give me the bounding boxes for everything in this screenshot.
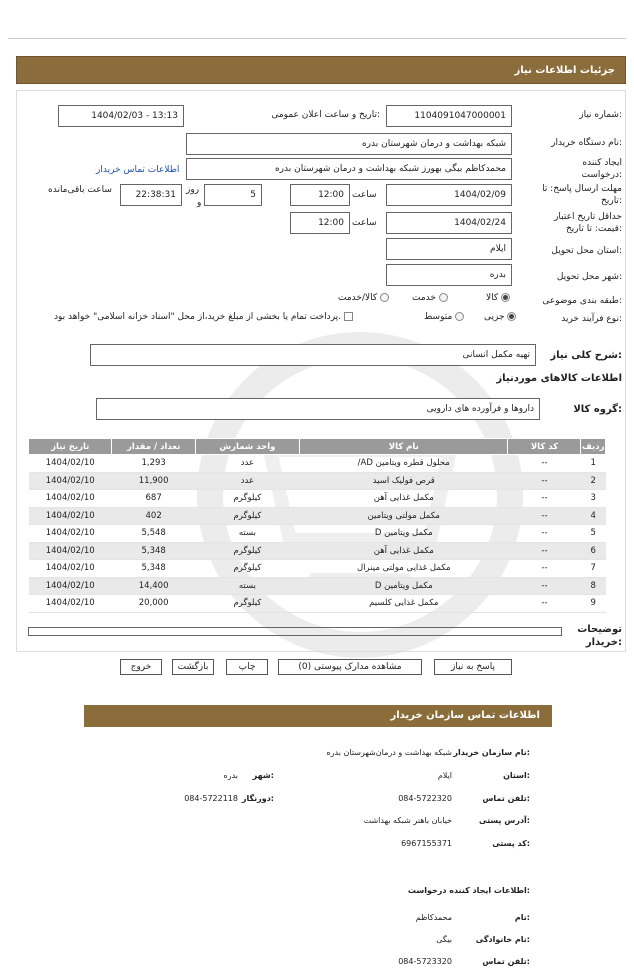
top-divider: [8, 38, 626, 39]
back-button[interactable]: بازگشت: [172, 659, 214, 675]
table-row: [29, 577, 606, 595]
cell-name: مکمل غذایی آهن: [300, 542, 508, 560]
province-label: استان محل تحویل:: [551, 246, 622, 256]
process-minor-label: جزیی: [484, 312, 505, 322]
category-both-option[interactable]: [338, 293, 389, 303]
cell-code: --: [508, 560, 581, 578]
col-qty: تعداد / مقدار: [112, 439, 195, 455]
contact-postal-label: کد پستی:: [492, 839, 530, 848]
cell-name: مکمل غذایی مولتی مینرال: [300, 560, 508, 578]
table-row: [29, 525, 606, 543]
cell-qty: 5,348: [112, 560, 195, 578]
cell-code: --: [508, 525, 581, 543]
contact-city-value: بدره: [223, 771, 238, 780]
deadline-time-label: ساعت: [352, 190, 377, 200]
contact-province-label: استان:: [503, 771, 530, 780]
cell-qty: 687: [112, 490, 195, 508]
validity-time-field: 12:00: [290, 212, 350, 234]
remaining-time-field: 22:38:31: [120, 184, 182, 206]
cell-code: --: [508, 472, 581, 490]
cell-date: 1404/02/10: [29, 490, 112, 508]
cell-row: 8: [581, 577, 606, 595]
category-goods-radio[interactable]: [501, 293, 510, 302]
creator-phone-label: تلفن تماس:: [482, 957, 530, 966]
summary-label: شرح کلی نیاز:: [550, 350, 622, 361]
cell-row: 4: [581, 507, 606, 525]
cell-name: مکمل غذایی آهن: [300, 490, 508, 508]
cell-qty: 5,548: [112, 525, 195, 543]
creator-family-value: بیگی: [436, 935, 452, 944]
table-row: [29, 472, 606, 490]
creator-field: محمدکاظم بیگی بهورز شبکه بهداشت و درمان شهرستان بدره: [186, 158, 512, 180]
cell-row: 5: [581, 525, 606, 543]
need-number-label: شماره نیاز:: [579, 110, 622, 120]
category-both-radio[interactable]: [380, 293, 389, 302]
process-minor-radio[interactable]: [507, 312, 516, 321]
cell-date: 1404/02/10: [29, 560, 112, 578]
items-table: [28, 438, 606, 613]
validity-time-label: ساعت: [352, 218, 377, 228]
contact-fax-value: 084-5722118: [184, 794, 238, 803]
goods-info-title: اطلاعات کالاهای موردنیاز: [496, 373, 622, 384]
cell-name: محلول قطره ویتامین AD/: [300, 455, 508, 473]
col-code: کد کالا: [508, 439, 581, 455]
cell-unit: کیلوگرم: [195, 507, 299, 525]
contact-city-label: شهر:: [252, 771, 274, 780]
attachments-button[interactable]: مشاهده مدارک پیوستی (0): [278, 659, 422, 675]
cell-qty: 11,900: [112, 472, 195, 490]
page-header: جزئیات اطلاعات نیاز: [16, 56, 626, 84]
cell-code: --: [508, 507, 581, 525]
cell-date: 1404/02/10: [29, 577, 112, 595]
contact-header: اطلاعات تماس سازمان خریدار: [84, 705, 552, 727]
validity-label-2: قیمت: تا تاریخ:: [565, 224, 622, 234]
cell-date: 1404/02/10: [29, 507, 112, 525]
deadline-time-field: 12:00: [290, 184, 350, 206]
cell-code: --: [508, 490, 581, 508]
goods-group-label: گروه کالا:: [573, 404, 622, 415]
cell-date: 1404/02/10: [29, 525, 112, 543]
cell-code: --: [508, 577, 581, 595]
category-goods-option[interactable]: [486, 293, 510, 303]
process-label: نوع فرآیند خرید:: [561, 314, 622, 324]
contact-address-label: آدرس پستی:: [479, 816, 530, 825]
cell-row: 1: [581, 455, 606, 473]
col-row: ردیف: [581, 439, 606, 455]
creator-phone-value: 084-5723320: [398, 957, 452, 966]
cell-row: 3: [581, 490, 606, 508]
cell-code: --: [508, 542, 581, 560]
need-number-field: 1104091047000001: [386, 105, 512, 127]
contact-phone-value: 084-5722320: [398, 794, 452, 803]
category-both-label: کالا/خدمت: [338, 293, 378, 303]
table-row: [29, 455, 606, 473]
col-date: تاریخ نیاز: [29, 439, 112, 455]
cell-qty: 1,293: [112, 455, 195, 473]
cell-name: مکمل غذایی کلسیم: [300, 595, 508, 613]
cell-unit: کیلوگرم: [195, 542, 299, 560]
cell-row: 6: [581, 542, 606, 560]
contact-org-label: نام سازمان خریدار:: [453, 748, 530, 757]
cell-row: 2: [581, 472, 606, 490]
table-row: [29, 542, 606, 560]
cell-qty: 14,400: [112, 577, 195, 595]
cell-name: قرص فولیک اسید: [300, 472, 508, 490]
process-medium-option[interactable]: [424, 312, 464, 322]
buyer-notes-field: [28, 627, 562, 636]
category-service-label: خدمت: [412, 293, 436, 303]
cell-unit: عدد: [195, 455, 299, 473]
province-field: ایلام: [386, 238, 512, 260]
cell-unit: کیلوگرم: [195, 560, 299, 578]
table-header-row: [29, 439, 606, 455]
contact-province-value: ایلام: [437, 771, 452, 780]
cell-unit: بسته: [195, 577, 299, 595]
table-row: [29, 490, 606, 508]
cell-unit: کیلوگرم: [195, 595, 299, 613]
cell-code: --: [508, 455, 581, 473]
reply-button[interactable]: پاسخ به نیاز: [434, 659, 512, 675]
cell-qty: 20,000: [112, 595, 195, 613]
creator-name-label: نام:: [514, 913, 530, 922]
cell-date: 1404/02/10: [29, 472, 112, 490]
process-medium-radio[interactable]: [455, 312, 464, 321]
cell-unit: کیلوگرم: [195, 490, 299, 508]
days-label: روز: [186, 185, 200, 195]
table-row: [29, 507, 606, 525]
payment-note-checkbox[interactable]: [344, 312, 353, 321]
cell-unit: عدد: [195, 472, 299, 490]
buyer-org-field: شبکه بهداشت و درمان شهرستان بدره: [186, 133, 512, 155]
contact-address-value: خیابان باهنر شبکه بهداشت: [363, 816, 452, 825]
category-goods-label: کالا: [486, 293, 499, 303]
payment-note-option[interactable]: [54, 312, 353, 322]
col-unit: واحد شمارش: [195, 439, 299, 455]
remaining-label: ساعت باقی‌مانده: [48, 185, 112, 195]
category-service-radio[interactable]: [439, 293, 448, 302]
validity-date-field: 1404/02/24: [386, 212, 512, 234]
cell-row: 7: [581, 560, 606, 578]
cell-name: مکمل ویتامین D: [300, 577, 508, 595]
cell-unit: بسته: [195, 525, 299, 543]
cell-name: مکمل ویتامین D: [300, 525, 508, 543]
contact-phone-label: تلفن تماس:: [482, 794, 530, 803]
cell-name: مکمل مولتی ویتامین: [300, 507, 508, 525]
days-field: 5: [204, 184, 262, 206]
print-button[interactable]: چاپ: [226, 659, 268, 675]
deadline-date-field: 1404/02/09: [386, 184, 512, 206]
city-label: شهر محل تحویل:: [556, 272, 622, 282]
summary-field: تهیه مکمل انسانی: [90, 344, 536, 366]
cell-row: 9: [581, 595, 606, 613]
buyer-contact-link[interactable]: اطلاعات تماس خریدار: [96, 165, 180, 175]
buyer-notes-label: توضیحات: [577, 624, 622, 635]
table-row: [29, 560, 606, 578]
creator-name-value: محمدکاظم: [415, 913, 452, 922]
validity-label: حداقل تاریخ اعتبار: [554, 212, 622, 222]
table-row: [29, 595, 606, 613]
cell-qty: 402: [112, 507, 195, 525]
cell-date: 1404/02/10: [29, 595, 112, 613]
buyer-notes-label-2: خریدار:: [585, 637, 622, 648]
announce-label: تاریخ و ساعت اعلان عمومی:: [271, 110, 380, 120]
process-minor-option[interactable]: [484, 312, 516, 322]
category-service-option[interactable]: [412, 293, 448, 303]
creator-family-label: نام خانوادگی:: [475, 935, 530, 944]
days-label-2: و: [197, 198, 202, 208]
goods-group-field: داروها و فرآورده های دارویی: [96, 398, 540, 420]
city-field: بدره: [386, 264, 512, 286]
cell-code: --: [508, 595, 581, 613]
process-medium-label: متوسط: [424, 312, 453, 322]
creator-info-title: اطلاعات ایجاد کننده درخواست:: [407, 886, 530, 895]
contact-postal-value: 6967155371: [401, 839, 452, 848]
creator-label-2: درخواست:: [581, 170, 622, 180]
contact-fax-label: دورنگار:: [241, 794, 274, 803]
exit-button[interactable]: خروج: [120, 659, 162, 675]
announce-field: 1404/02/03 - 13:13: [58, 105, 184, 127]
cell-qty: 5,348: [112, 542, 195, 560]
col-name: نام کالا: [300, 439, 508, 455]
deadline-label-2: تاریخ:: [601, 196, 622, 206]
cell-date: 1404/02/10: [29, 542, 112, 560]
creator-label: ایجاد کننده: [582, 158, 622, 168]
cell-date: 1404/02/10: [29, 455, 112, 473]
deadline-label: مهلت ارسال پاسخ: تا: [542, 184, 622, 194]
category-label: طبقه بندی موضوعی:: [542, 296, 622, 306]
payment-note-label: پرداخت تمام یا بخشی از مبلغ خرید،از محل "اسناد خزانه اسلامی" خواهد بود.: [54, 312, 342, 322]
contact-org-value: شبکه بهداشت و درمان‌شهرستان بدره: [326, 748, 452, 757]
buyer-org-label: نام دستگاه خریدار:: [551, 138, 622, 148]
